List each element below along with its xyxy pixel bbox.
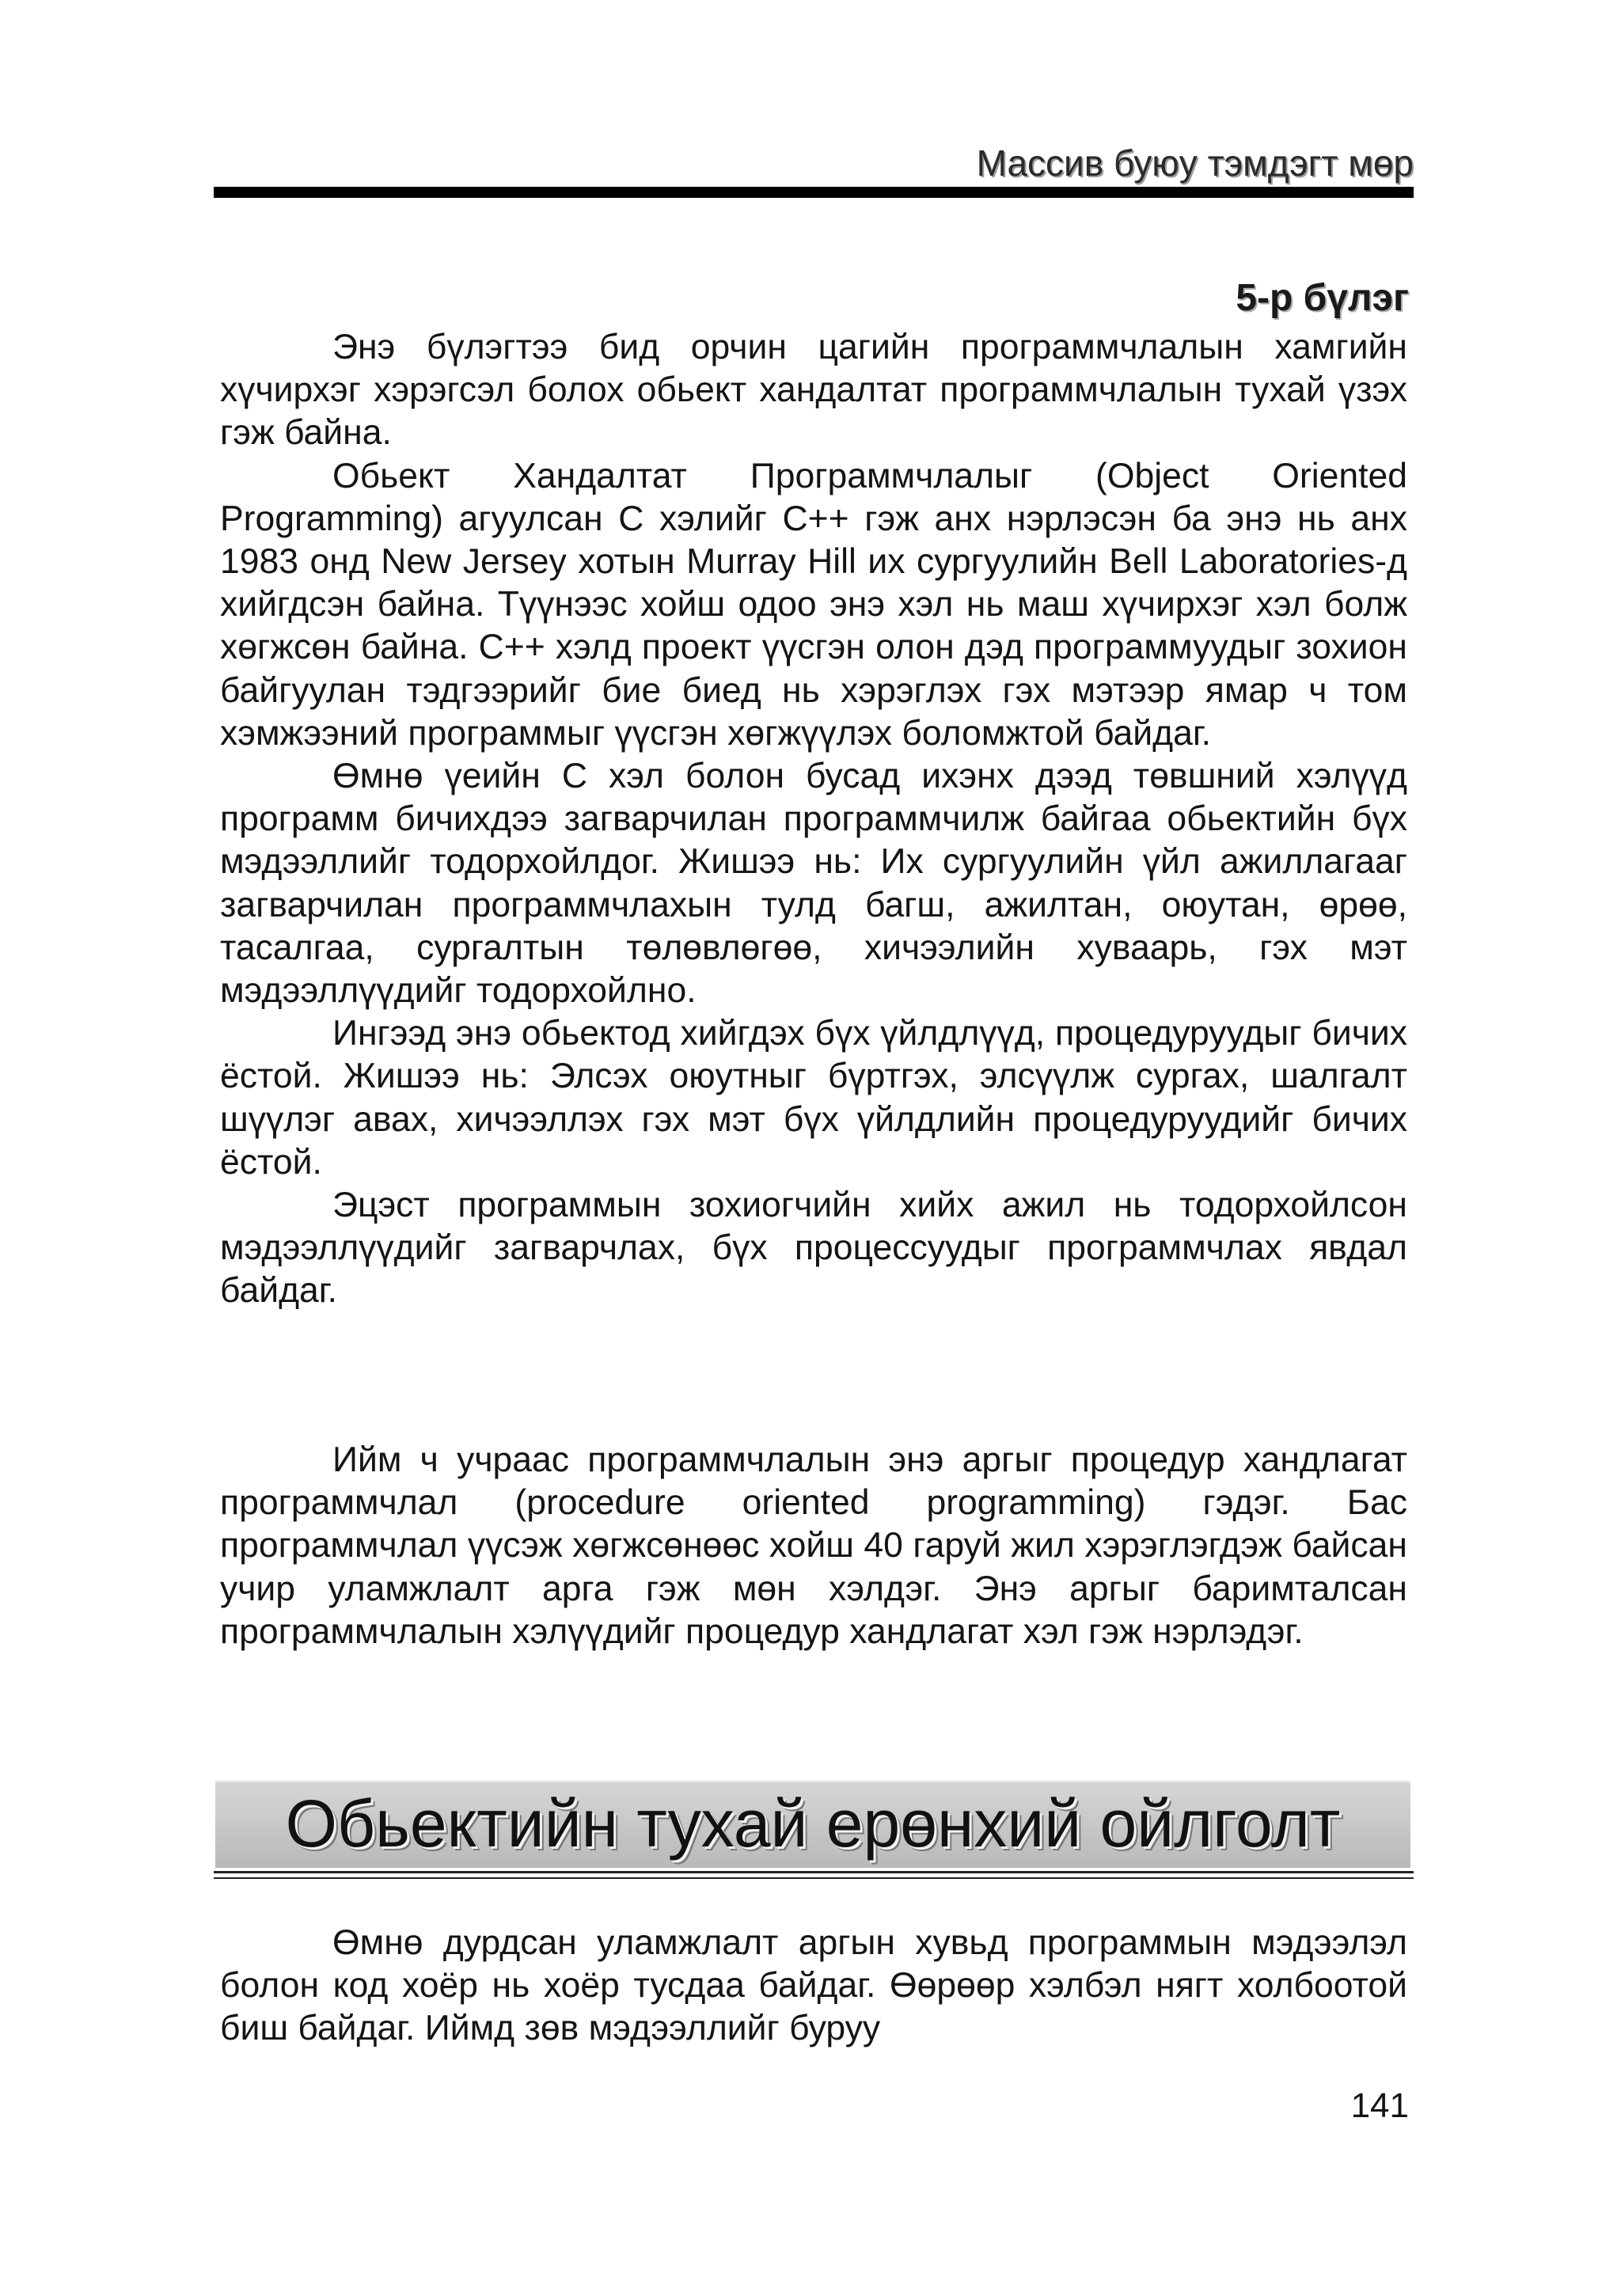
paragraph: Обьект Хандалтат Программчлалыг (Object Oriented Programming) агуулсан С хэлийг C++ гэж анх нэрлэсэн ба энэ нь анх 1983 онд New Jersey хотын Murray Hill их сургуулийн Bell Laboratories-д хийгдсэн байна. Түүнээс хойш одоо энэ хэл нь маш хүчирхэг хэл болж хөгжсөн байна. C++ хэлд проект үүсгэн олон дэд программуудыг зохион байгуулан тэдгээрийг бие биед нь хэрэглэх гэх мэтээр ямар ч том хэмжээний программыг үүсгэн хөгжүүлэх боломжтой байдаг. — [220, 456, 1407, 753]
paragraph: Ингээд энэ обьектод хийгдэх бүх үйлдлүүд, процедуруудыг бичих ёстой. Жишээ нь: Элсэх оюутныг бүртгэх, элсүүлж сургах, шалгалт шүүлэг авах, хичээллэх гэх мэт бүх үйлдлийн процедуруудийг бичих ёстой. — [220, 1014, 1407, 1182]
section-underline — [214, 1871, 1414, 1873]
section-text-block — [220, 1922, 1407, 2051]
header-rule — [214, 187, 1414, 198]
section-heading: Обьектийн тухай ерөнхий ойлголт — [285, 1786, 1341, 1861]
chapter-label: 5-р бүлэг — [1236, 277, 1409, 319]
procedural-text-block — [220, 1439, 1407, 1653]
paragraph: Эцэст программын зохиогчийн хийх ажил нь тодорхойлсон мэдээллүүдийг загварчлах, бүх процессуудыг программчлах явдал байдаг. — [220, 1186, 1407, 1311]
section-underline — [214, 1877, 1414, 1879]
paragraph: Өмнө үеийн С хэл болон бусад ихэнх дээд төвшний хэлүүд программ бичихдээ загварчилан программчилж байгаа обьектийн бүх мэдээллийг тодорхойлдог. Жишээ нь: Их сургуулийн үйл ажиллагааг загварчилан программчлахын тулд багш, ажилтан, оюутан, өрөө, тасалгаа, сургалтын төлөвлөгөө, хичээлийн хуваарь, гэх мэт мэдээллүүдийг тодорхойлно. — [220, 757, 1407, 1011]
running-header-title: Массив буюу тэмдэгт мөр — [976, 142, 1414, 184]
page-number: 141 — [1350, 2086, 1409, 2125]
paragraph: Өмнө дурдсан уламжлалт аргын хувьд программын мэдээлэл болон код хоёр нь хоёр тусдаа байдаг. Өөрөөр хэлбэл нягт холбоотой биш байдаг. Иймд зөв мэдээллийг буруу — [220, 1923, 1407, 2048]
paragraph: Ийм ч учраас программчлалын энэ аргыг процедур хандлагат программчлал (procedure oriented programming) гэдэг. Бас программчлал үүсэж хөгжсөнөөс хойш 40 гаруй жил хэрэглэгдэж байсан учир уламжлалт арга гэж мөн хэлдэг. Энэ аргыг баримталсан программчлалын хэлүүдийг процедур хандлагат хэл гэж нэрлэдэг. — [220, 1440, 1407, 1651]
intro-text-block — [220, 326, 1407, 1313]
paragraph: Энэ бүлэгтээ бид орчин цагийн программчлалын хамгийн хүчирхэг хэрэгсэл болох обьект хандалтат программчлалын тухай үзэх гэж байна. — [220, 328, 1407, 453]
